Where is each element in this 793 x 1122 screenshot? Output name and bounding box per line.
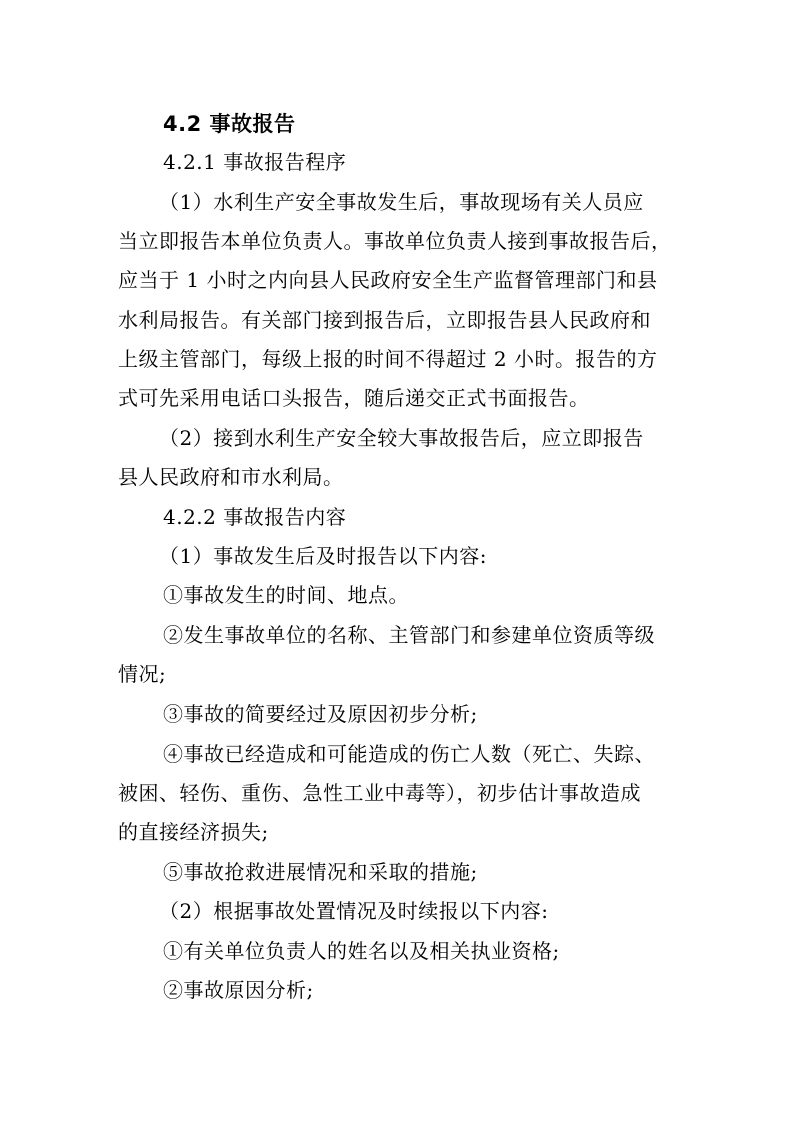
- subsection-title-procedure: 4.2.1 事故报告程序: [163, 150, 347, 174]
- list-item: ①事故发生的时间、地点。: [163, 583, 409, 607]
- paragraph-line: 上级主管部门，每级上报的时间不得超过 2 小时。报告的方: [118, 347, 658, 371]
- list-item-continuation: 被困、轻伤、重伤、急性工业中毒等），初步估计事故造成: [118, 781, 641, 805]
- list-item: ②发生事故单位的名称、主管部门和参建单位资质等级: [163, 623, 655, 647]
- paragraph-line: （2）接到水利生产安全较大事故报告后，应立即报告: [159, 426, 644, 450]
- subsection-title-content: 4.2.2 事故报告内容: [163, 505, 347, 529]
- list-item: ④事故已经造成和可能造成的伤亡人数（死亡、失踪、: [163, 742, 655, 766]
- paragraph-line: 应当于 1 小时之内向县人民政府安全生产监督管理部门和县: [118, 268, 658, 292]
- list-item-continuation: 情况;: [118, 662, 167, 686]
- paragraph-line: 水利局报告。有关部门接到报告后，立即报告县人民政府和: [118, 308, 651, 332]
- paragraph-line: 式可先采用电话口头报告，随后递交正式书面报告。: [118, 386, 590, 410]
- paragraph-line: 县人民政府和市水利局。: [118, 465, 344, 489]
- list-item: ③事故的简要经过及原因初步分析;: [163, 702, 478, 726]
- list-item: ①有关单位负责人的姓名以及相关执业资格;: [163, 939, 560, 963]
- section-title: 4.2 事故报告: [163, 112, 296, 136]
- list-item: ⑤事故抢救进展情况和采取的措施;: [163, 860, 478, 884]
- paragraph-line: 当立即报告本单位负责人。事故单位负责人接到事故报告后，: [118, 229, 672, 253]
- paragraph-line: （1）事故发生后及时报告以下内容:: [159, 544, 487, 568]
- paragraph-line: （2）根据事故处置情况及时续报以下内容:: [159, 899, 549, 923]
- list-item: ②事故原因分析;: [163, 978, 314, 1002]
- paragraph-line: （1）水利生产安全事故发生后，事故现场有关人员应: [159, 190, 644, 214]
- list-item-continuation: 的直接经济损失;: [118, 820, 269, 844]
